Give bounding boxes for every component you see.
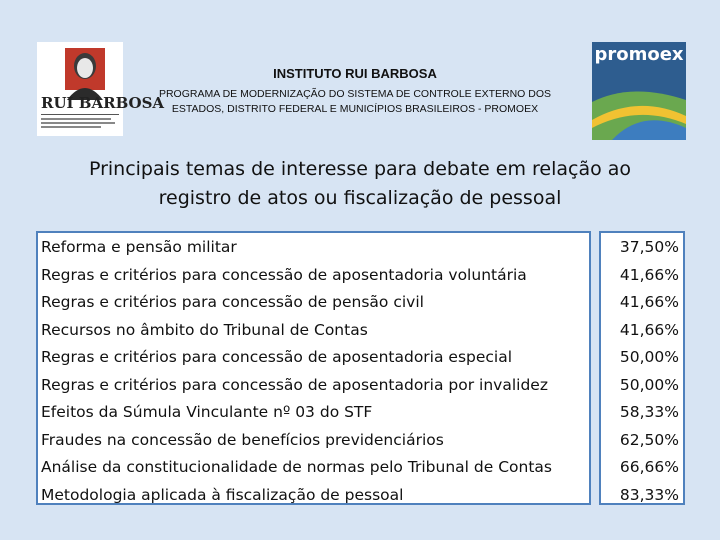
slide-title [40,155,680,213]
topic-label: Metodologia aplicada à fiscalização de pessoal [41,485,404,504]
percent-list [599,231,685,505]
topic-label: Fraudes na concessão de benefícios previdenciários [41,430,444,449]
topic-label: Efeitos da Súmula Vinculante nº 03 do STF [41,403,373,421]
topics-list [36,231,591,505]
topic-percent: 41,66% [619,293,679,311]
program-line-1: PROGRAMA DE MODERNIZAÇÃO DO SISTEMA DE CONTROLE EXTERNO DOS [158,88,552,100]
topic-label: Análise da constitucionalidade de normas pelo Tribunal de Contas [41,458,552,476]
slide-title-line-1: Principais temas de interesse para debate em relação ao [88,158,632,180]
topic-label: Regras e critérios para concessão de pensão civil [41,293,424,311]
topic-percent: 50,00% [619,375,679,394]
topic-percent: 83,33% [619,485,679,504]
rui-barbosa-logo [37,42,165,136]
promoex-wordmark: promoex [594,44,684,65]
topic-label: Reforma e pensão militar [41,238,237,256]
topic-percent: 37,50% [619,238,679,256]
topic-percent: 41,66% [619,320,679,339]
topic-percent: 41,66% [619,265,679,284]
topic-label: Recursos no âmbito do Tribunal de Contas [41,320,368,339]
institute-name: INSTITUTO RUI BARBOSA [273,66,437,81]
svg-text:RUI BARBOSA: RUI BARBOSA [41,94,165,112]
topic-percent: 66,66% [619,458,679,476]
rui-barbosa-portrait-icon [37,42,165,136]
topic-percent: 62,50% [619,430,679,449]
topic-label: Regras e critérios para concessão de aposentadoria por invalidez [41,375,548,394]
topic-percent: 58,33% [619,403,679,421]
program-line-2: ESTADOS, DISTRITO FEDERAL E MUNICÍPIOS BRASILEIROS - PROMOEX [171,103,539,115]
topic-percent: 50,00% [619,348,679,366]
promoex-logo [592,42,686,140]
topic-label: Regras e critérios para concessão de aposentadoria voluntária [41,265,527,284]
program-description [140,87,570,117]
slide-title-line-2: registro de atos ou fiscalização de pessoal [158,187,562,209]
topic-label: Regras e critérios para concessão de aposentadoria especial [41,348,513,366]
